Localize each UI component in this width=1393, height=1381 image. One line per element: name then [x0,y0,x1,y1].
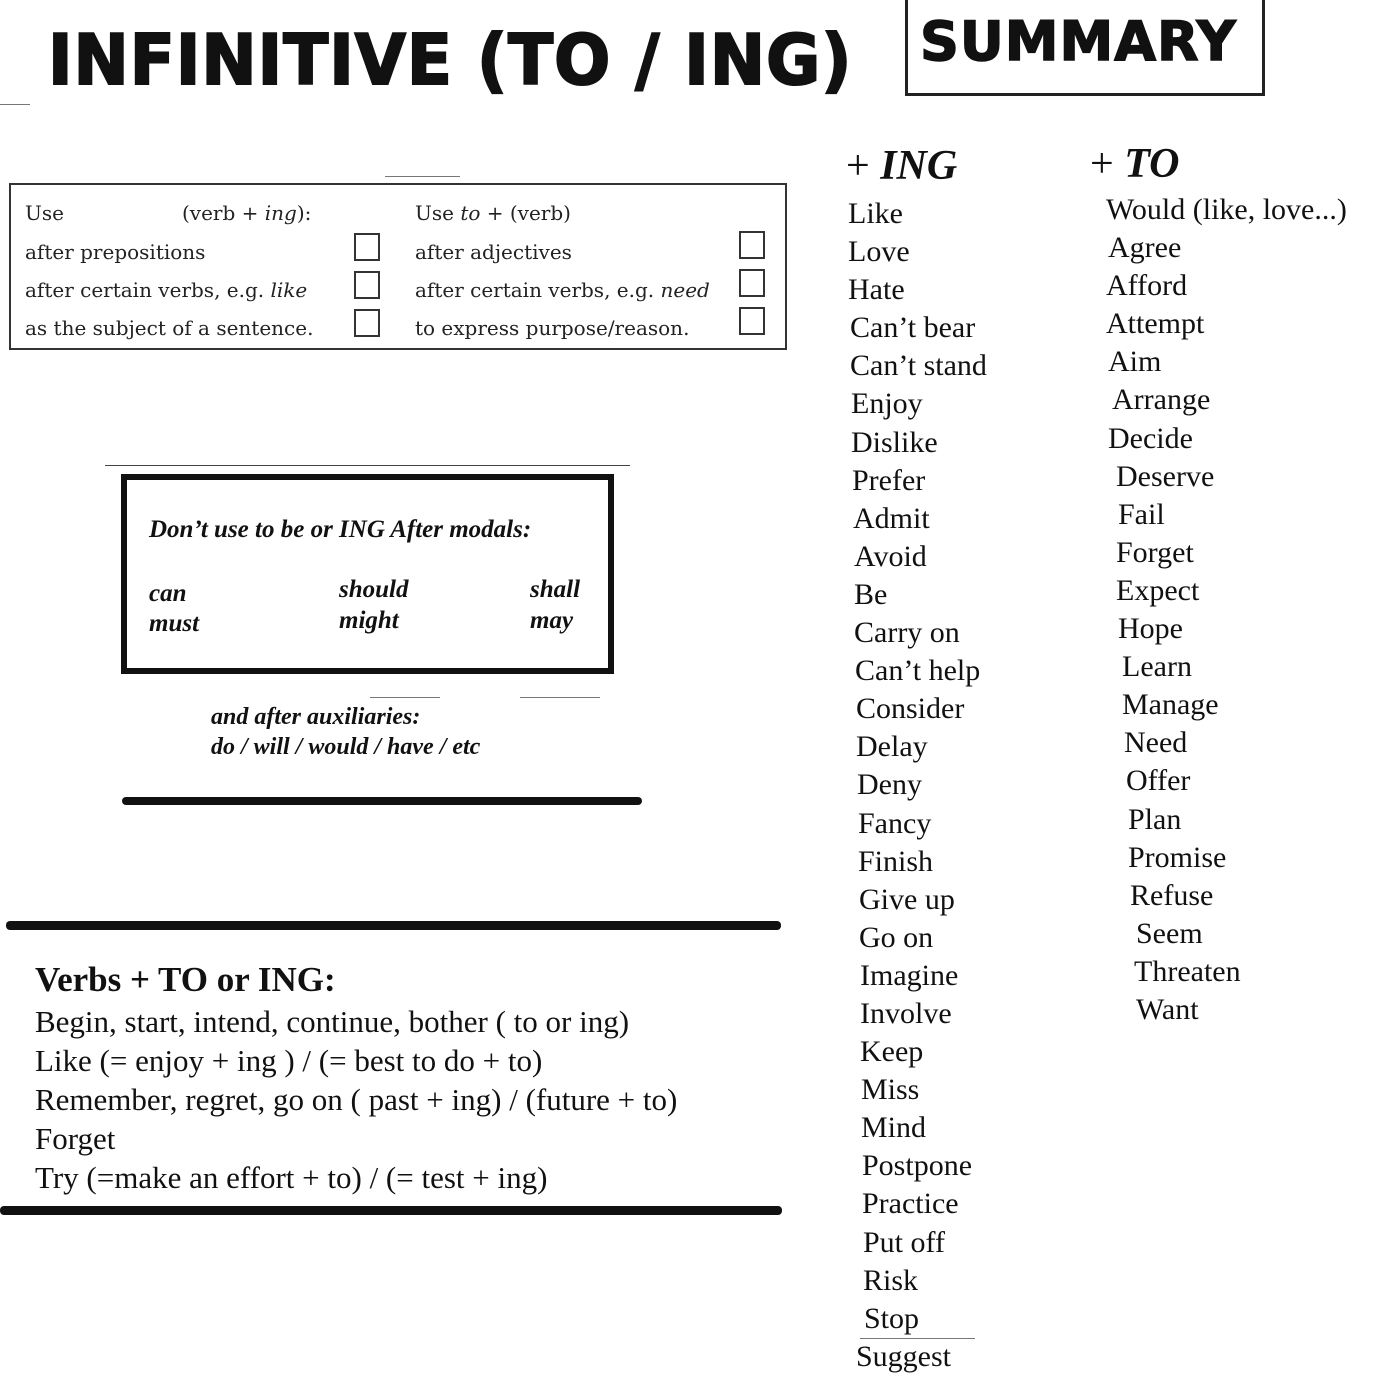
ing-rules-header: Use (verb + ing): [25,201,312,225]
verb-list-item: Can’t help [855,654,981,688]
verbs-to-or-ing-heading: Verbs + TO or ING: [35,960,336,999]
divider [122,797,642,805]
verb-list-item: Delay [856,730,928,764]
modal-word: must [149,610,200,637]
ing-rule-row: after certain verbs, e.g. like [25,278,308,302]
modals-heading: Don’t use to be or ING After modals: [149,516,532,543]
ing-checkbox-prepositions[interactable] [354,233,380,261]
verb-list-item: Stop [864,1301,920,1335]
verb-list-item: Keep [860,1035,924,1069]
verb-list-item: Admit [853,501,930,535]
verb-list-item: Promise [1128,840,1227,874]
ing-checkbox-subject[interactable] [354,309,380,337]
verb-list-item: Fail [1118,497,1165,531]
verb-list-item: Carry on [854,616,960,650]
verb-list-item: Agree [1108,231,1182,265]
to-rule-row: to express purpose/reason. [415,316,690,340]
verb-list-item: Learn [1122,650,1192,684]
to-rule-row: after adjectives [415,240,572,264]
verb-list-item: Miss [861,1073,920,1107]
verb-list-item: Fancy [858,806,932,840]
ing-checkbox-verbs[interactable] [354,271,380,299]
verb-list-item: Enjoy [851,387,923,421]
verbs-line: Try (=make an effort + to) / (= test + ing) [35,1160,548,1195]
verbs-to-or-ing-section [35,958,677,1197]
verb-list-item: Arrange [1112,383,1211,417]
divider [6,921,781,930]
to-checkbox-verbs[interactable] [739,269,765,297]
verb-list-item: Refuse [1130,878,1214,912]
divider [105,465,630,466]
verb-list-item: Hope [1118,612,1183,646]
verb-list-item: Consider [856,692,965,726]
verb-list-item: Threaten [1134,954,1241,988]
divider [860,1338,975,1339]
verb-list-item: Mind [861,1111,927,1145]
modal-word: shall [530,576,581,603]
divider [385,176,460,177]
to-rule-row: after certain verbs, e.g. need [415,278,710,302]
to-verb-list [1106,191,1347,1029]
verb-list-item: Decide [1108,421,1193,455]
verb-list-item: Prefer [852,463,926,497]
verb-list-item: Aim [1108,345,1162,379]
verbs-line: Forget [35,1121,116,1156]
modal-word: should [339,576,409,603]
ing-list-heading: + ING [846,143,958,189]
summary-heading: SUMMARY [920,10,1237,73]
verb-list-item: Forget [1116,535,1194,569]
ing-rule-row: as the subject of a sentence. [25,316,314,340]
verb-list-item: Need [1124,726,1188,760]
ing-verb-list [848,195,987,1376]
usage-rules-box [9,183,787,350]
modal-word: may [530,607,574,634]
verb-list-item: Give up [859,882,955,916]
divider [0,1206,782,1215]
verb-list-item: Attempt [1106,307,1205,341]
verb-list-item: Deserve [1116,459,1215,493]
divider [0,104,30,105]
auxiliaries-line-2: do / will / would / have / etc [211,734,481,760]
verb-list-item: Expect [1116,573,1200,607]
verb-list-item: Plan [1128,802,1182,836]
verb-list-item: Can’t bear [850,311,976,345]
to-rules-header: Use to + (verb) [415,201,571,225]
to-list-heading: + TO [1090,141,1180,187]
divider [520,697,600,698]
verb-list-item: Dislike [851,425,938,459]
to-checkbox-adjectives[interactable] [739,231,765,259]
verb-list-item: Involve [860,996,952,1030]
page-title: INFINITIVE (TO / ING) [48,20,853,101]
verb-list-item: Avoid [854,539,927,573]
verb-list-item: Practice [862,1187,959,1221]
ing-rules-column [25,199,313,351]
verbs-line: Remember, regret, go on ( past + ing) / (future + to) [35,1082,678,1117]
verb-list-item: Put off [863,1225,945,1259]
modals-box [121,474,614,674]
modal-word: might [339,607,399,634]
verb-list-item: Want [1136,992,1199,1026]
verb-list-item: Afford [1106,269,1188,303]
verb-list-item: Finish [858,844,934,878]
verb-list-item: Like [848,197,903,230]
modal-word: can [149,580,187,607]
verb-list-item: Can’t stand [850,349,987,383]
to-rules-column [415,199,710,351]
verb-list-item: Manage [1122,688,1219,722]
auxiliaries-line-1: and after auxiliaries: [211,704,421,730]
to-checkbox-purpose[interactable] [739,307,765,335]
summary-box [905,0,1265,96]
verb-list-item: Love [848,235,910,269]
verb-list-item: Hate [848,273,905,307]
verb-list-item: Risk [863,1263,919,1297]
verb-list-item: Would (like, love...) [1106,193,1347,226]
ing-rule-row: after prepositions [25,240,206,264]
verbs-line: Begin, start, intend, continue, bother ( to or ing) [35,1004,630,1039]
verb-list-item: Deny [857,768,922,802]
verbs-line: Like (= enjoy + ing ) / (= best to do + to) [35,1043,543,1078]
verb-list-item: Suggest [856,1339,952,1373]
divider [370,697,440,698]
verb-list-item: Be [854,577,888,611]
verb-list-item: Offer [1126,764,1191,798]
verb-list-item: Imagine [860,958,959,992]
verb-list-item: Go on [859,920,934,954]
verb-list-item: Postpone [862,1149,973,1183]
verb-list-item: Seem [1136,916,1203,950]
